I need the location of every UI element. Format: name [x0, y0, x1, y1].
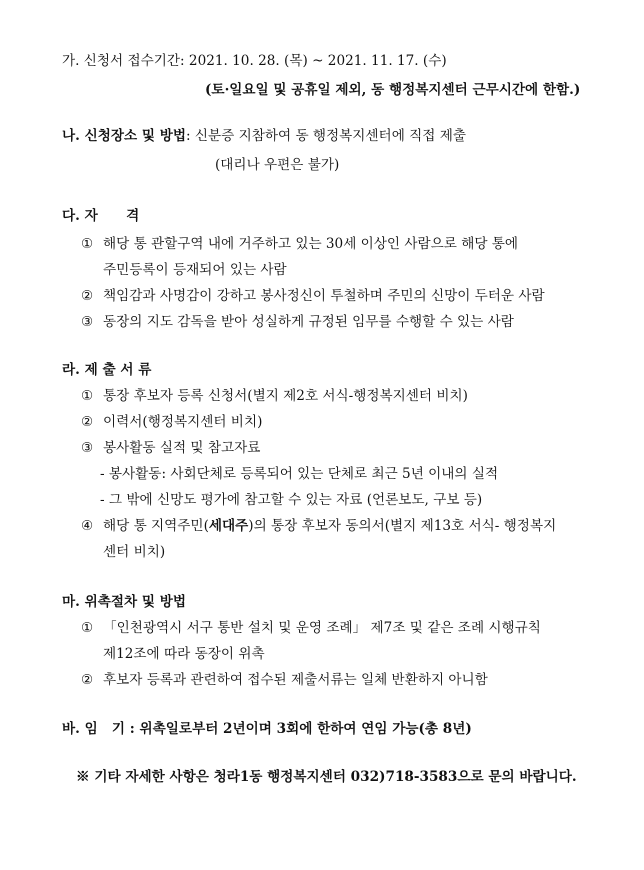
- procedure-item-1: [81, 618, 541, 638]
- item-text-post: )의 통장 후보자 동의서(별지 제13호 서식- 행정복지: [248, 518, 557, 534]
- item-text: 「인천광역시 서구 통반 설치 및 운영 조례」 제7조 및 같은 조례 시행규칙: [103, 620, 541, 636]
- item-marker: ②: [81, 414, 94, 430]
- qualification-item-1-cont: 주민등록이 등재되어 있는 사람: [103, 262, 287, 278]
- documents-item-4-cont: 센터 비치): [103, 544, 166, 560]
- item-marker: ①: [81, 388, 94, 404]
- item-text: 후보자 등록과 관련하여 접수된 제출서류는 일체 반환하지 아니함: [103, 672, 488, 688]
- application-period-note: (토·일요일 및 공휴일 제외, 동 행정복지센터 근무시간에 한함.): [205, 82, 581, 98]
- documents-item-4: [81, 516, 556, 536]
- application-period-heading: 가. 신청서 접수기간: [62, 53, 181, 69]
- item-marker: ④: [81, 518, 94, 534]
- qualification-item-1: [81, 234, 518, 254]
- application-place-note: (대리나 우편은 불가): [215, 157, 340, 173]
- item-text-bold: 세대주: [208, 518, 249, 534]
- item-marker: ②: [81, 288, 94, 304]
- qualification-item-2: [81, 286, 545, 306]
- procedure-item-2: [81, 670, 488, 690]
- item-marker: ②: [81, 672, 94, 688]
- item-text-pre: 해당 통 지역주민(: [103, 518, 209, 534]
- documents-item-3: [81, 438, 260, 458]
- item-marker: ③: [81, 440, 94, 456]
- item-marker: ①: [81, 620, 94, 636]
- contact-footer: ※ 기타 자세한 사항은 청라1동 행정복지센터 032)718-3583으로 문의 바랍니다.: [76, 769, 577, 785]
- qualification-heading: 다. 자 격: [62, 208, 140, 224]
- documents-subitem-1: - 봉사활동: 사회단체로 등록되어 있는 단체로 최근 5년 이내의 실적: [100, 466, 499, 482]
- application-period-dates: : 2021. 10. 28. (목) ~ 2021. 11. 17. (수): [180, 53, 447, 69]
- item-text: 봉사활동 실적 및 참고자료: [103, 440, 261, 456]
- documents-subitem-2: - 그 밖에 신망도 평가에 참고할 수 있는 자료 (언론보도, 구보 등): [100, 492, 483, 508]
- documents-heading: 라. 제 출 서 류: [62, 362, 152, 378]
- item-marker: ③: [81, 314, 94, 330]
- documents-item-1: [81, 386, 468, 406]
- procedure-item-1-cont: 제12조에 따라 동장이 위촉: [103, 646, 265, 662]
- qualification-item-3: [81, 312, 514, 332]
- item-text: 통장 후보자 등록 신청서(별지 제2호 서식-행정복지센터 비치): [103, 388, 468, 404]
- item-text: 해당 통 관할구역 내에 거주하고 있는 30세 이상인 사람으로 해당 통에: [103, 236, 519, 252]
- item-text: 책임감과 사명감이 강하고 봉사정신이 투철하며 주민의 신망이 두터운 사람: [103, 288, 545, 304]
- procedure-heading: 마. 위촉절차 및 방법: [62, 594, 186, 610]
- term-line: 바. 임 기 : 위촉일로부터 2년이며 3회에 한하여 연임 가능(총 8년): [62, 721, 472, 737]
- application-place-line: [62, 126, 466, 146]
- application-period-line: [62, 51, 447, 71]
- item-text: 이력서(행정복지센터 비치): [103, 414, 263, 430]
- item-text: 동장의 지도 감독을 받아 성실하게 규정된 임무를 수행할 수 있는 사람: [103, 314, 514, 330]
- item-marker: ①: [81, 236, 94, 252]
- documents-item-2: [81, 412, 262, 432]
- application-place-text: : 신분증 지참하여 동 행정복지센터에 직접 제출: [185, 128, 466, 144]
- application-place-heading: 나. 신청장소 및 방법: [62, 128, 186, 144]
